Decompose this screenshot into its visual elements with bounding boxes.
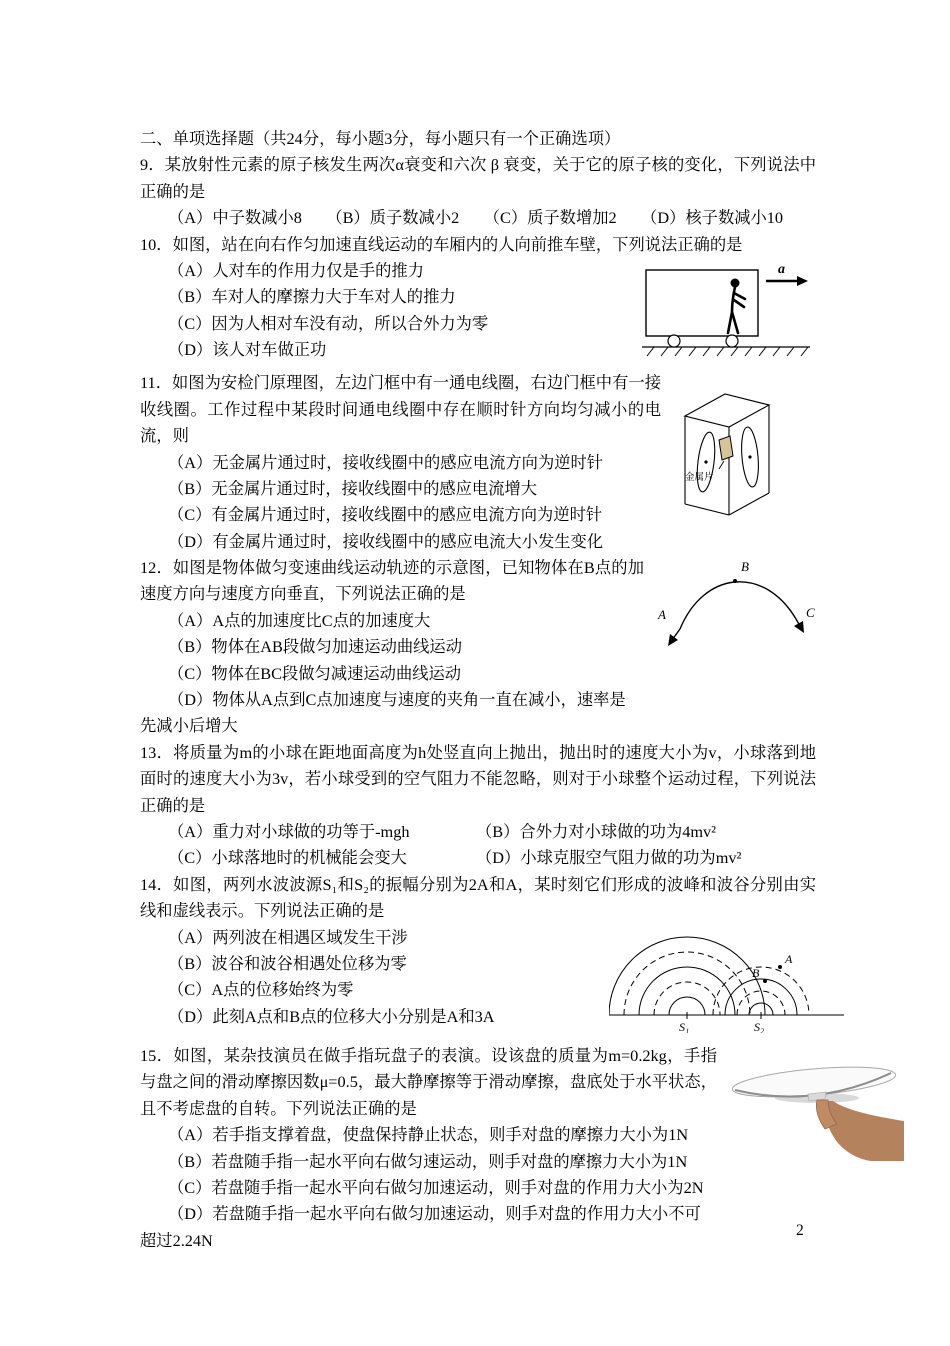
option: （A）A点的加速度比C点的加速度大	[168, 610, 431, 630]
option: （D）小球克服空气阻力做的功为mv²	[476, 848, 742, 868]
question-stem: 13．将质量为m的小球在距地面高度为h处竖直向上抛出，抛出时的速度大小为v，小球落到地面时的速度大小为3v，若小球受到的空气阻力不能忽略，则对于小球整个运动过程，下列说法正确的是	[140, 742, 816, 815]
question-stem: 14．如图，两列水波波源S₁和S₂的振幅分别为2A和A，某时刻它们形成的波峰和波谷分别由实线和虚线表示。下列说法正确的是	[140, 874, 816, 921]
option-line: （A）中子数减小8 （B）质子数减小2 （C）质子数增加2 （D）核子数减小10	[168, 208, 784, 228]
wheel	[726, 335, 738, 347]
option: （C）A点的位移始终为零	[168, 980, 354, 1000]
option: （C）物体在BC段做匀减速运动曲线运动	[168, 663, 462, 683]
label-s2: S₂	[754, 1019, 765, 1033]
page-content	[140, 126, 816, 1254]
trajectory-curve	[680, 582, 796, 629]
option: （A）若手指支撑着盘，使盘保持静止状态，则手对盘的摩擦力大小为1N	[168, 1125, 689, 1145]
cart-body	[646, 270, 758, 336]
question-11	[140, 370, 816, 555]
option: （D）若盘随手指一起水平向右做匀加速运动，则手对盘的作用力大小不可	[168, 1204, 701, 1224]
option: （D）物体从A点到C点加速度与速度的夹角一直在减小，速率是	[168, 690, 626, 710]
label-c: C	[806, 605, 815, 621]
option: （B）物体在AB段做匀加速运动曲线运动	[168, 637, 462, 657]
option: （C）因为人相对车没有动，所以合外力为零	[168, 313, 489, 333]
wave-interference-figure	[609, 927, 844, 1041]
label-b: B	[741, 559, 749, 575]
option: （A）无金属片通过时，接收线圈中的感应电流方向为逆时针	[168, 452, 604, 472]
wheel	[668, 335, 680, 347]
ground-hatch	[647, 347, 808, 356]
question-14	[140, 872, 816, 1043]
velocity-arrow-c	[794, 621, 804, 633]
point-b	[733, 579, 737, 583]
option: （C）小球落地时的机械能会变大	[168, 848, 407, 868]
cart-figure	[640, 260, 812, 368]
option: （C）有金属片通过时，接收线圈中的感应电流方向为逆时针	[168, 505, 603, 525]
options	[140, 1122, 816, 1228]
question-stem: 11．如图为安检门原理图，左边门框中有一通电线圈，右边门框中有一接收线圈。工作过程中某段时间通电线圈中存在顺时针方向均匀减小的电流，则	[140, 373, 661, 446]
question-9	[140, 152, 816, 231]
security-gate-figure	[675, 372, 780, 530]
velocity-arrow-a	[668, 634, 678, 646]
point-a	[778, 965, 782, 969]
option: （B）合外力对小球做的功为4mv²	[476, 821, 717, 841]
option: （B）波谷和波谷相遇处位移为零	[168, 953, 407, 973]
gate-top-face	[685, 394, 769, 427]
label-b: B	[752, 965, 760, 980]
option: （B）若盘随手指一起水平向右做匀速运动，则手对盘的摩擦力大小为1N	[168, 1151, 688, 1171]
option: （A）重力对小球做的功等于-mgh	[168, 821, 410, 841]
question-13	[140, 740, 816, 872]
option: （D）此刻A点和B点的位移大小分别是A和3A	[168, 1006, 495, 1026]
point-b	[763, 979, 767, 983]
label-a: A	[785, 951, 793, 966]
page-number: 2	[796, 1222, 804, 1239]
option-continuation: 先减小后增大	[140, 716, 238, 736]
question-stem: 10．如图，站在向右作匀加速直线运动的车厢内的人向前推车壁，下列说法正确的是	[140, 234, 743, 254]
trajectory-figure	[656, 557, 816, 683]
question-stem: 12．如图是物体做匀变速曲线运动轨迹的示意图，已知物体在B点的加速度方向与速度方向垂直，下列说法正确的是	[140, 558, 644, 604]
section-header: 二、单项选择题（共24分，每小题3分，每小题只有一个正确选项）	[140, 129, 621, 148]
option: （C）若盘随手指一起水平向右做匀加速运动，则手对盘的作用力大小为2N	[168, 1177, 704, 1197]
hand	[825, 1101, 904, 1161]
metal-piece	[719, 436, 733, 460]
options	[140, 819, 816, 872]
options	[140, 925, 816, 1031]
label-s1: S₁	[679, 1019, 690, 1033]
option: （B）车对人的摩擦力大于车对人的推力	[168, 287, 456, 307]
accel-label: a	[778, 261, 785, 277]
option: （D）该人对车做正功	[168, 340, 327, 360]
accel-arrow	[797, 276, 808, 286]
option-continuation: 超过2.24N	[140, 1230, 213, 1250]
options	[140, 258, 816, 364]
plate-on-finger-photo	[729, 1049, 904, 1169]
option: （A）人对车的作用力仅是手的推力	[168, 260, 424, 280]
question-stem: 15．如图，某杂技演员在做手指玩盘子的表演。设该盘的质量为m=0.2kg，手指与盘之间的滑动摩擦因数μ=0.5，最大静摩擦等于滑动摩擦，盘底处于水平状态，且不考虑盘的自转。下列说法正确的是	[140, 1045, 717, 1118]
metal-label: 金属片	[685, 473, 714, 484]
option: （A）两列波在相遇区域发生干涉	[168, 927, 408, 947]
question-10	[140, 232, 816, 371]
option: （B）无金属片通过时，接收线圈中的感应电流增大	[168, 478, 538, 498]
question-12	[140, 555, 816, 740]
label-a: A	[658, 607, 666, 623]
option: （D）有金属片通过时，接收线圈中的感应电流大小发生变化	[168, 531, 604, 551]
question-stem: 9．某放射性元素的原子核发生两次α衰变和六次 β 衰变，关于它的原子核的变化，下列说法中正确的是	[140, 155, 816, 201]
question-15	[140, 1043, 816, 1254]
